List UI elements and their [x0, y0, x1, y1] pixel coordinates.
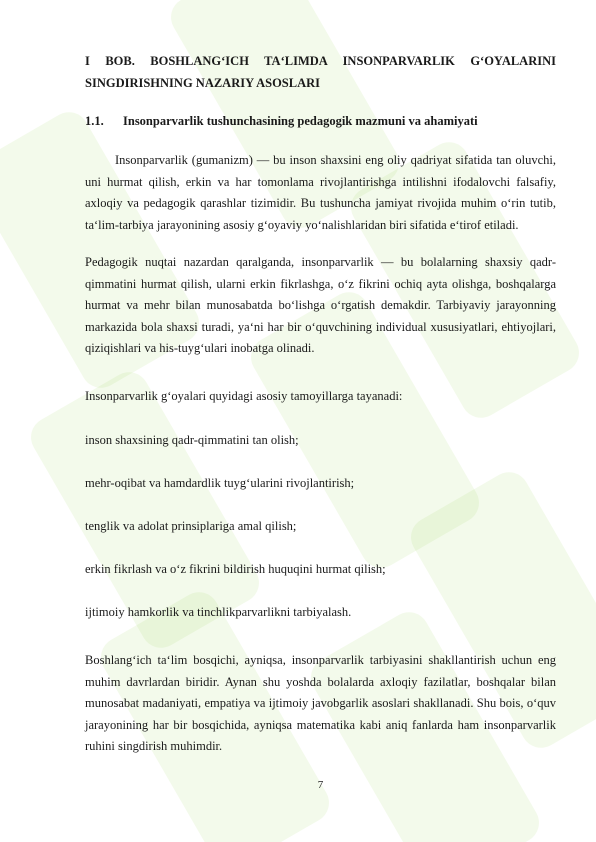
list-item: mehr-oqibat va hamdardlik tuyg‘ularini rivojlantirish; [85, 476, 355, 490]
page-number: 7 [317, 779, 324, 791]
list-item: inson shaxsining qadr-qimmatini tan olish; [85, 433, 299, 447]
paragraph: Boshlang‘ich ta‘lim bosqichi, ayniqsa, insonparvarlik tarbiyasini shakllantirish uchun eng muhim davrlardan biridir. Aynan shu yoshda bolalarda axloqiy fazilatlar, boshqalar bilan munosabat madaniyati, empatiya va ijtimoiy javobgarlik asoslari shakllanadi. Shu bois, o‘quv jarayonining har bir bosqichida, ayniqsa matematika kabi aniq fanlarda ham insonparvarlik ruhini singdirish muhimdir. [85, 653, 556, 753]
list-item: erkin fikrlash va o‘z fikrini bildirish huquqini hurmat qilish; [85, 562, 386, 576]
list-item: tenglik va adolat prinsiplariga amal qilish; [85, 519, 297, 533]
section-title: Insonparvarlik tushunchasining pedagogik mazmuni va ahamiyati [123, 114, 478, 128]
section-number: 1.1. [85, 114, 104, 128]
chapter-title: I BOB. BOSHLANG‘ICH TA‘LIMDA INSONPARVARLIK G‘OYALARINI SINGDIRISHNING NAZARIY ASOSLARI [85, 54, 556, 90]
list-item: ijtimoiy hamkorlik va tinchlikparvarlikni tarbiyalash. [85, 605, 352, 619]
list-intro: Insonparvarlik g‘oyalari quyidagi asosiy tamoyillarga tayanadi: [85, 389, 403, 403]
paragraph: Pedagogik nuqtai nazardan qaralganda, insonparvarlik — bu bolalarning shaxsiy qadr-qimmatini hurmat qilish, ularni erkin fikrlashga, o‘z fikrini ochiq ayta olishga, boshqalarga hurmat va mehr bilan munosabatda bo‘lishga o‘rgatish demakdir. Tarbiyaviy jarayonning markazida bola shaxsi turadi, ya‘ni har bir o‘quvchining individual xususiyatlari, ehtiyojlari, qiziqishlari va his-tuyg‘ulari inobatga olinadi. [85, 255, 556, 355]
section-heading [85, 114, 478, 129]
paragraph: Insonparvarlik (gumanizm) — bu inson shaxsini eng oliy qadriyat sifatida tan oluvchi, uni hurmat qilish, erkin va har tomonlama rivojlantirishga intilishni ifodalovchi falsafiy, axloqiy va pedagogik qarashlar tizimidir. Bu tushuncha jamiyat rivojida muhim o‘rin tutib, ta‘lim-tarbiya jarayonining asosiy g‘oyaviy yo‘nalishlaridan biri sifatida e‘tirof etiladi. [85, 153, 556, 232]
